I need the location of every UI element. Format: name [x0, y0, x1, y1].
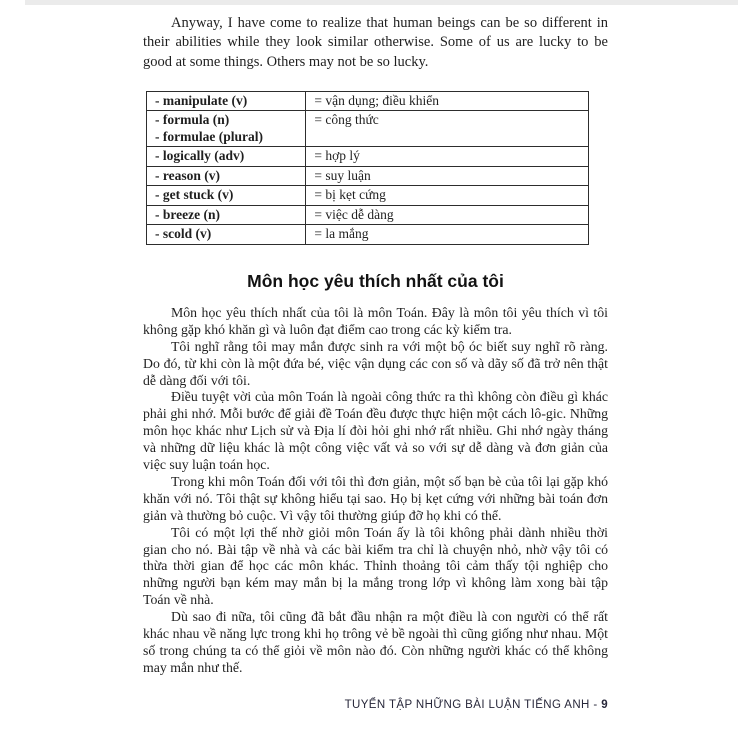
vocab-meaning: = việc dễ dàng: [306, 205, 589, 225]
vocab-term: - breeze (n): [147, 205, 306, 225]
vocab-term: - scold (v): [147, 225, 306, 245]
essay-paragraph: Tôi có một lợi thế nhờ giỏi môn Toán ấy là tôi không phải dành nhiều thời gian cho nó. Bài tập về nhà và các bài kiểm tra chỉ là chuyện nhỏ, nhờ vậy tôi có thừa thời gian để học các môn khác. Thỉnh thoảng tôi cảm thấy tội nghiệp cho những người bạn kém may mắn bị la mắng trong lớp vì không làm xong bài tập Toán về nhà.: [143, 524, 608, 608]
essay-body: [143, 305, 608, 677]
vocab-meaning: = vận dụng; điều khiển: [306, 91, 589, 111]
vocab-meaning: = công thức: [306, 111, 589, 147]
page-footer: [345, 699, 608, 711]
vocab-row: [147, 225, 589, 245]
essay-paragraph: Dù sao đi nữa, tôi cũng đã bắt đầu nhận ra một điều là con người có thể rất khác nhau về năng lực trong khi họ trông vẻ bề ngoài thì cũng giống như nhau. Một số trong chúng ta có thể giỏi về môn nào đó. Còn những người khác có thể không may mắn như thế.: [143, 609, 608, 675]
vocab-row: [147, 186, 589, 206]
footer-page-number: 9: [601, 699, 608, 711]
scan-edge-artifact: [25, 0, 738, 5]
vocab-row: [147, 91, 589, 111]
vocab-row: [147, 205, 589, 225]
vocab-term: - get stuck (v): [147, 186, 306, 206]
intro-paragraph: Anyway, I have come to realize that human beings can be so different in their abilities while they look similar otherwise. Some of us are lucky to be good at some things. Others may not be so lucky.: [143, 15, 608, 70]
vocab-meaning: = bị kẹt cứng: [306, 186, 589, 206]
vocab-term: - reason (v): [147, 166, 306, 186]
footer-text: TUYỂN TẬP NHỮNG BÀI LUẬN TIẾNG ANH -: [344, 699, 598, 711]
vocab-table: [146, 91, 589, 245]
essay-paragraph: Trong khi môn Toán đối với tôi thì đơn giản, một số bạn bè của tôi lại gặp khó khăn với nó. Tôi thật sự không hiểu tại sao. Họ bị kẹt cứng với những bài toán đơn giản và thường bỏ cuộc. Vì vậy tôi thường giúp đỡ họ khi có thể.: [143, 473, 608, 523]
vocab-term: - logically (adv): [147, 147, 306, 167]
essay-title: Môn học yêu thích nhất của tôi: [247, 270, 504, 291]
vocab-meaning: = la mắng: [306, 225, 589, 245]
essay-paragraph: Tôi nghĩ rằng tôi may mắn được sinh ra với một bộ óc biết suy nghĩ rõ ràng. Do đó, từ khi còn là một đứa bé, việc vận dụng các con số và dãy số đã trở nên thật dễ dàng đối với tôi.: [143, 338, 608, 388]
vocab-term: - manipulate (v): [147, 91, 306, 111]
vocab-meaning: = hợp lý: [306, 147, 589, 167]
vocab-row: [147, 111, 589, 147]
essay-paragraph: Điều tuyệt vời của môn Toán là ngoài công thức ra thì không còn điều gì khác phải ghi nhớ. Mỗi bước để giải đề Toán đều được thực hiện một cách lô-gic. Những môn học khác như Lịch sử và Địa lí đòi hỏi ghi nhớ rất nhiều. Ghi nhớ ngày tháng và những dữ liệu khác là một công việc vất vả so với sự dễ dàng và đơn giản của việc suy luận toán học.: [143, 389, 608, 473]
vocab-meaning: = suy luận: [306, 166, 589, 186]
page-content: [143, 14, 608, 677]
essay-paragraph: Môn học yêu thích nhất của tôi là môn Toán. Đây là môn tôi yêu thích vì tôi không gặp khó khăn gì và luôn đạt điểm cao trong các kỳ kiểm tra.: [143, 304, 608, 337]
vocab-term: - formula (n) - formulae (plural): [147, 111, 306, 147]
vocab-row: [147, 166, 589, 186]
vocab-table-body: [147, 91, 589, 244]
vocab-row: [147, 147, 589, 167]
